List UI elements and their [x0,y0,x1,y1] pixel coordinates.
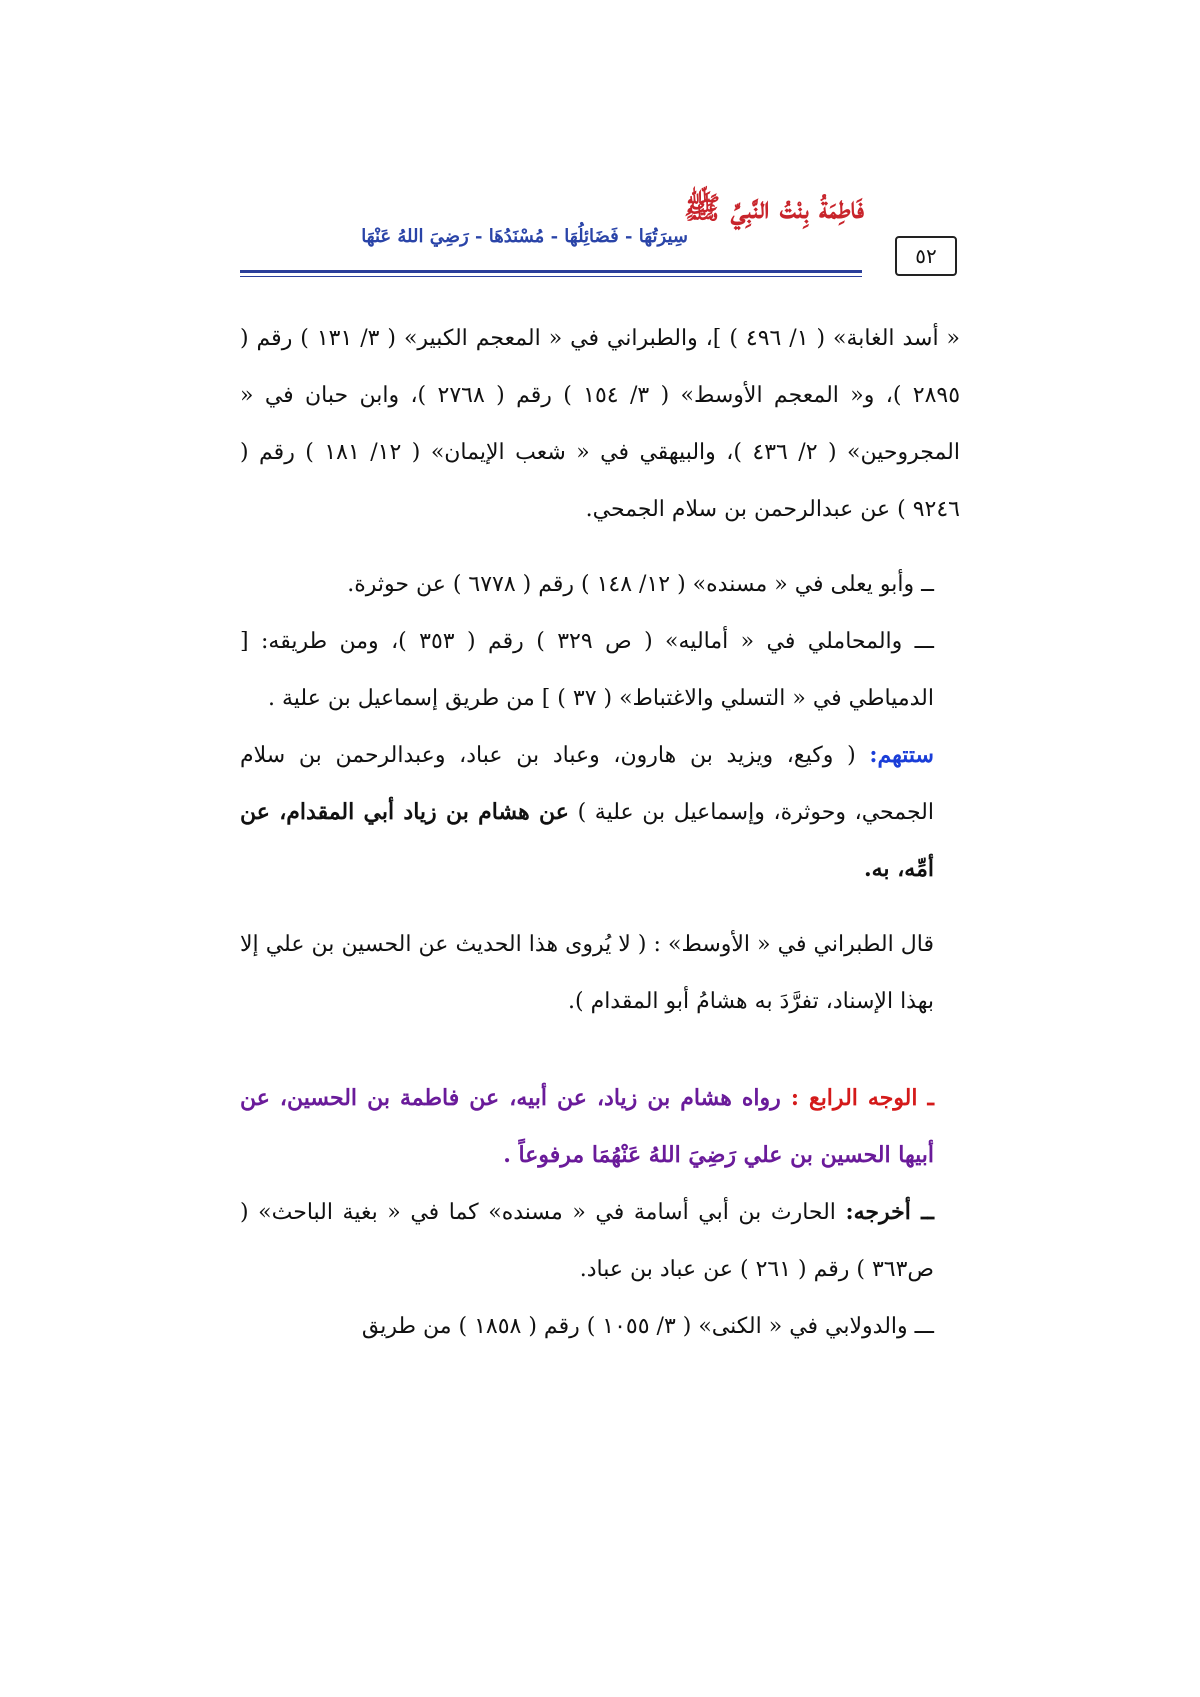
page-header [240,170,960,285]
header-rule [240,270,862,273]
fourth-aspect-label: ـ الوجه الرابع : [790,1085,934,1111]
book-title: فَاطِمَةُ بِنْتُ النَّبِيِّ ﷺ [684,191,864,226]
paragraph-summary [240,727,960,898]
fourth-aspect-text: رواه هشام بن زياد، عن أبيه، عن فاطمة بن الحسين، عن أبيها الحسين بن علي رَضِيَ اللهُ عَنْهُمَا مرفوعاً . [240,1085,934,1168]
paragraph-dulabi: ـــ والدولابي في « الكنى» ( ٣/ ١٠٥٥ ) رقم ( ١٨٥٨ ) من طريق [361,1314,934,1339]
paragraph-tabarani-quote: قال الطبراني في « الأوسط» : ( لا يُروى هذا الحديث عن الحسين بن علي إلا بهذا الإسناد، تفرَّدَ به هشامُ أبو المقدام ). [240,932,934,1014]
page-number: ٥٢ [895,236,957,276]
paragraph-sources: « أسد الغابة» ( ١/ ٤٩٦ ) ]، والطبراني في « المعجم الكبير» ( ٣/ ١٣١ ) رقم ( ٢٨٩٥ )، و« المعجم الأوسط» ( ٣/ ١٥٤ ) رقم ( ٢٧٦٨ )، وابن حبان في « المجروحين» ( ٢/ ٤٣٦ )، والبيهقي في « شعب الإيمان» ( ١٢/ ١٨١ ) رقم ( ٩٢٤٦ ) عن عبدالرحمن بن سلام الجمحي. [240,326,961,522]
book-subtitle: سِيرَتُهَا - فَضَائِلُهَا - مُسْنَدُهَا - رَضِيَ اللهُ عَنْهَا [361,226,688,247]
takhrij-text: الحارث بن أبي أسامة في « مسنده» كما في « بغية الباحث» ( ص٣٦٣ ) رقم ( ٢٦١ ) عن عباد بن عباد. [240,1200,934,1282]
paragraph-fourth-aspect [240,1070,960,1184]
paragraph-abu-yala: ــ وأبو يعلى في « مسنده» ( ١٢/ ١٤٨ ) رقم ( ٦٧٧٨ ) عن حوثرة. [347,572,934,597]
paragraph-takhrij [240,1184,960,1298]
paragraph-mahamili: ـــ والمحاملي في « أماليه» ( ص ٣٢٩ ) رقم ( ٣٥٣ )، ومن طريقه: [ الدمياطي في « التسلي والاغتباط» ( ٣٧ ) ] من طريق إسماعيل بن علية . [240,629,934,711]
summary-text: ( وكيع، ويزيد بن هارون، وعباد بن عباد، وعبدالرحمن بن سلام الجمحي، وحوثرة، وإسماعيل بن علية ) [240,743,934,825]
header-rule-thin [240,276,862,277]
takhrij-label: ــ أخرجه: [845,1199,934,1225]
summary-chain: عن هشام بن زياد أبي المقدام، عن أمِّه، به. [240,799,934,882]
summary-label: ستتهم: [869,742,934,768]
page-body [240,310,960,1355]
